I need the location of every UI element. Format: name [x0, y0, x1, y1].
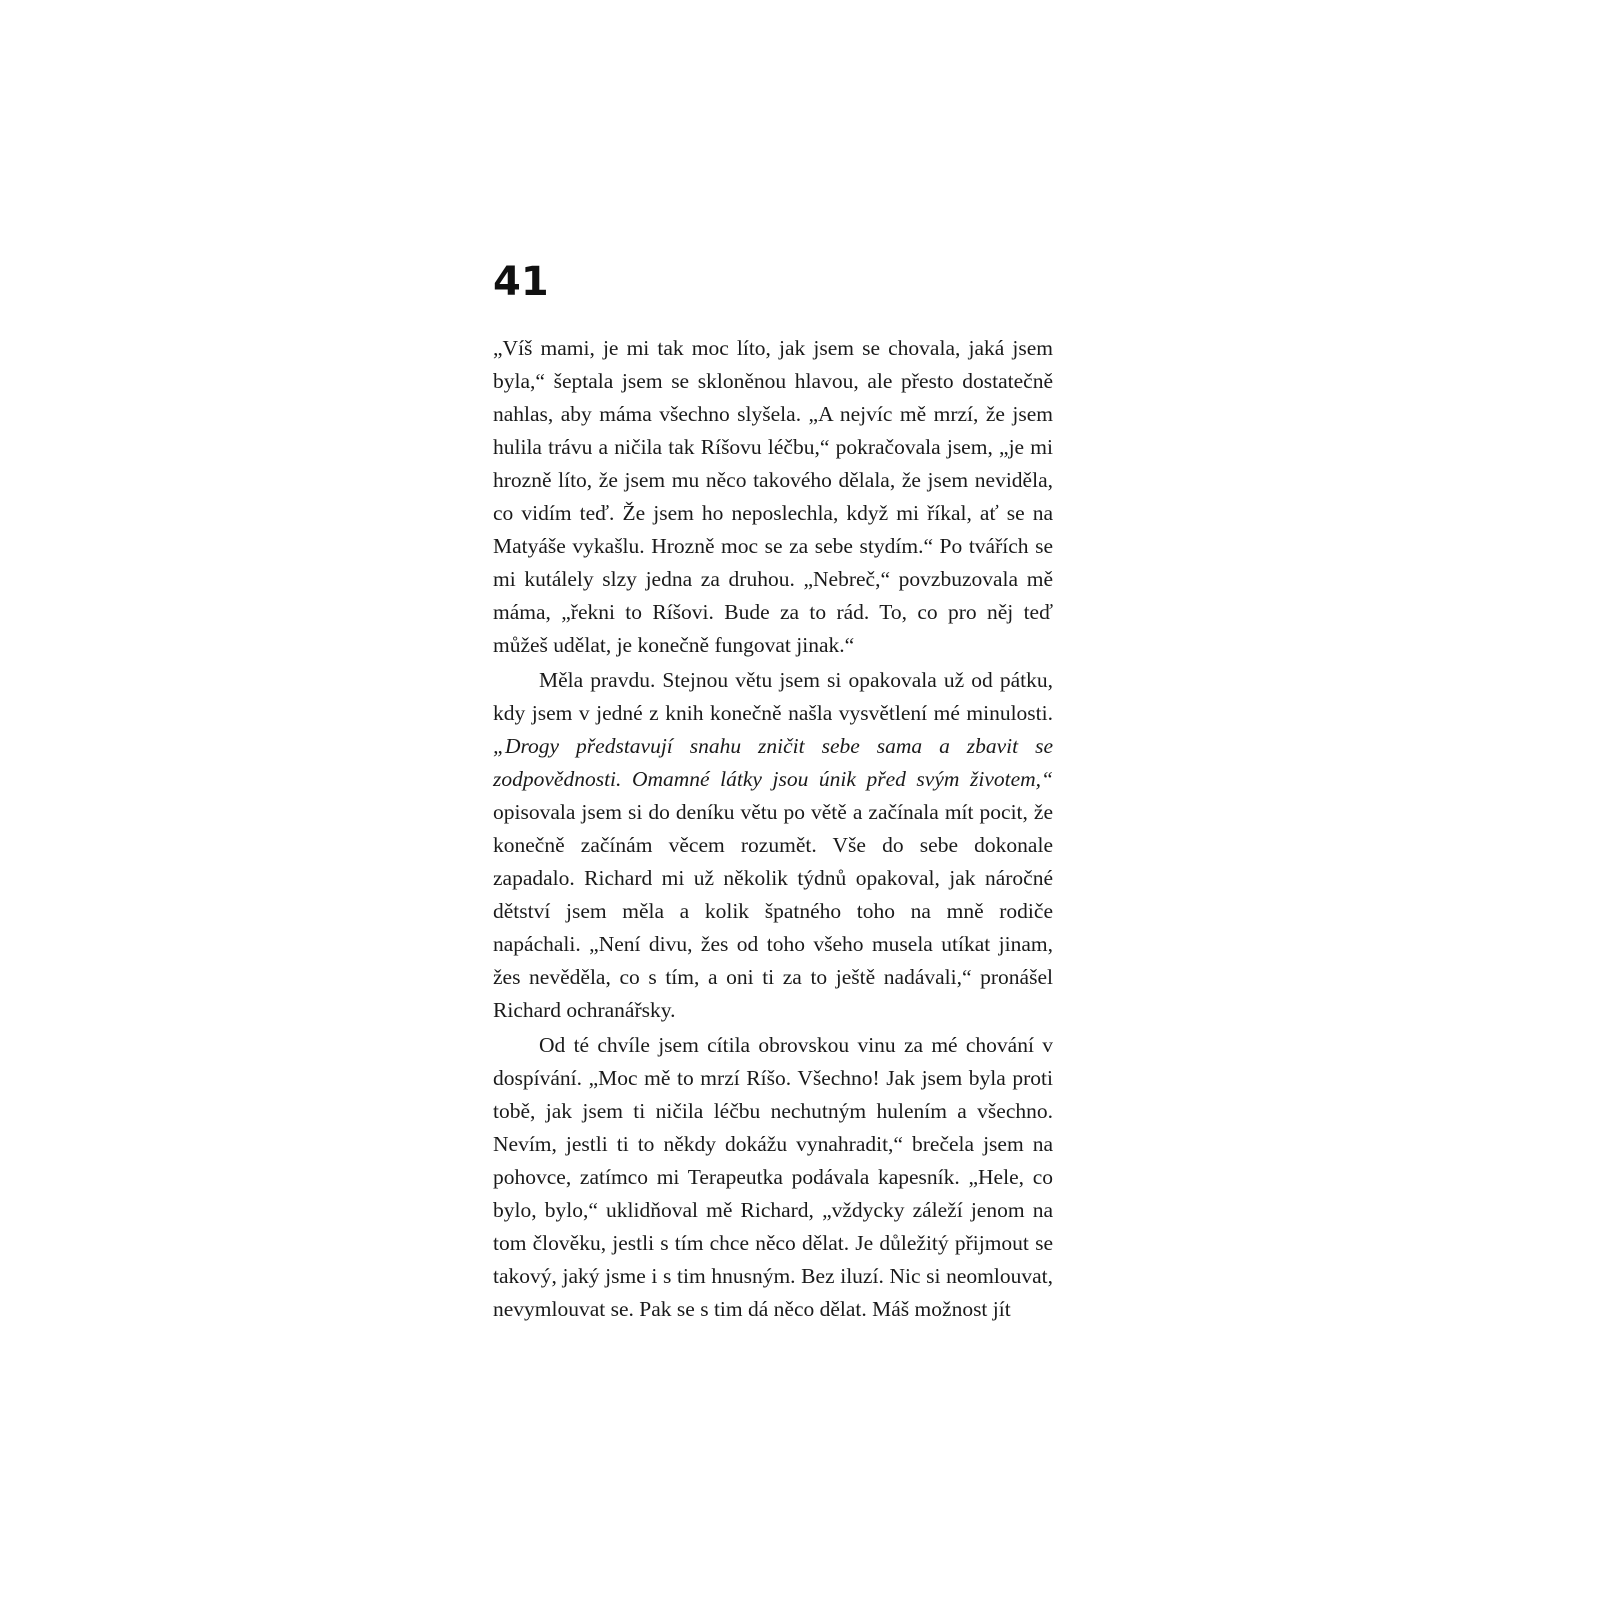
chapter-number: 41	[493, 259, 549, 305]
paragraph-1: „Víš mami, je mi tak moc líto, jak jsem se chovala, jaká jsem byla,“ šeptala jsem se skloněnou hlavou, ale přesto dostatečně nahlas, aby máma všechno slyšela. „A nejvíc mě mrzí, že jsem hulila trávu a ničila tak Ríšovu léčbu,“ pokračovala jsem, „je mi hrozně líto, že jsem mu něco takového dělala, že jsem neviděla, co vidím teď. Že jsem ho neposlechla, když mi říkal, ať se na Matyáše vykašlu. Hrozně moc se za sebe stydím.“ Po tvářích se mi kutálely slzy jedna za druhou. „Nebreč,“ povzbuzovala mě máma, „řekni to Ríšovi. Bude za to rád. To, co pro něj teď můžeš udělat, je konečně fungovat jinak.“	[493, 336, 1053, 657]
page-content	[493, 259, 1053, 1326]
paragraph-3: Od té chvíle jsem cítila obrovskou vinu za mé chování v dospívání. „Moc mě to mrzí Ríšo. Všechno! Jak jsem byla proti tobě, jak jsem ti ničila léčbu nechutným hulením a všechno. Nevím, jestli ti to někdy dokážu vynahradit,“ brečela jsem na pohovce, zatímco mi Terapeutka podávala kapesník. „Hele, co bylo, bylo,“ uklidňoval mě Richard, „vždycky záleží jenom na tom člověku, jestli s tím chce něco dělat. Je důležitý přijmout se takový, jaký jsme i s tim hnusným. Bez iluzí. Nic si neomlouvat, nevymlouvat se. Pak se s tim dá něco dělat. Máš možnost jít	[493, 1033, 1053, 1321]
paragraph-2	[493, 664, 1053, 1027]
paragraph-2-text-after: opisovala jsem si do deníku větu po větě a začínala mít pocit, že konečně začínám věcem rozumět. Vše do sebe dokonale zapadalo. Richard mi už několik týdnů opakoval, jak náročné dětství jsem měla a kolik špatného toho na mně rodiče napáchali. „Není divu, žes od toho všeho musela utíkat jinam, žes nevěděla, co s tím, a oni ti za to ještě nadávali,“ pronášel Richard ochranářsky.	[493, 800, 1053, 1022]
paragraph-2-text-before: Měla pravdu. Stejnou větu jsem si opakovala už od pátku, kdy jsem v jedné z knih konečně našla vysvětlení mé minulosti.	[493, 668, 1053, 725]
paragraph-2-quote: „Drogy představují snahu zničit sebe sama a zbavit se zodpovědnosti. Omamné látky jsou únik před svým životem,“	[493, 734, 1053, 791]
